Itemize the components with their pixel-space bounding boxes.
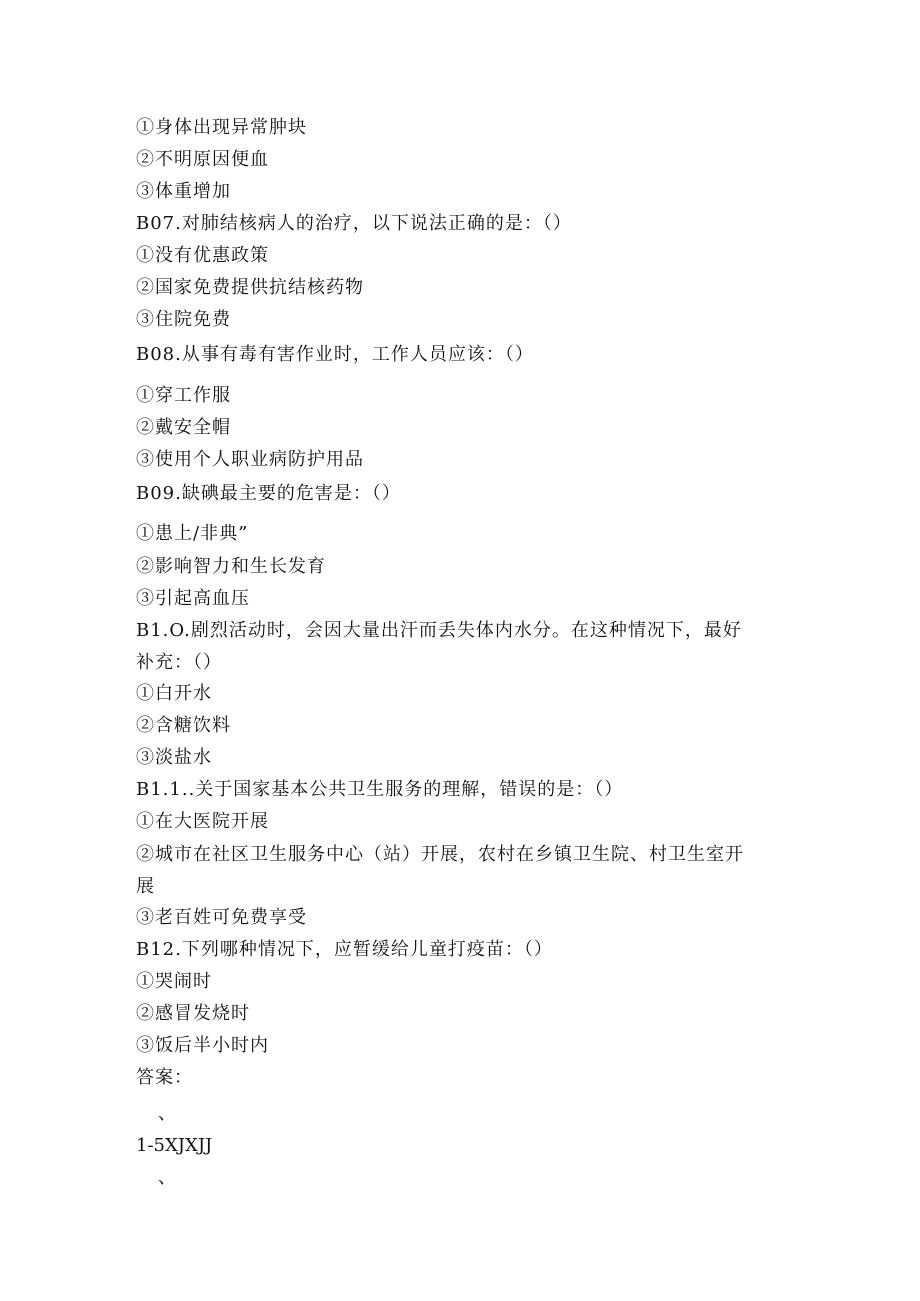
option-line: ③淡盐水	[136, 747, 212, 768]
option-line: ①在大医院开展	[136, 811, 269, 832]
question-b09: B09.缺碘最主要的危害是：（）	[136, 483, 401, 504]
question-b10: B1.O.剧烈活动时，会因大量出汗而丢失体内水分。在这种情况下，最好	[136, 620, 742, 641]
question-b08: B08.从事有毒有害作业时，工作人员应该：（）	[136, 344, 534, 365]
option-line: ②感冒发烧时	[136, 1003, 250, 1024]
option-line: ①身体出现异常肿块	[136, 117, 307, 138]
option-line: ②城市在社区卫生服务中心（站）开展，农村在乡镇卫生院、村卫生室开	[136, 844, 744, 865]
answer-mark: 、	[158, 1103, 176, 1124]
option-line: ③引起高血压	[136, 588, 250, 609]
option-line: ②含糖饮料	[136, 715, 231, 736]
option-line: ①白开水	[136, 683, 212, 704]
option-line: ③体重增加	[136, 181, 231, 202]
question-b10-cont: 补充：（）	[136, 652, 222, 673]
option-line: ③住院免费	[136, 309, 231, 330]
option-line: ②戴安全帽	[136, 417, 231, 438]
question-b12: B12.下列哪种情况下，应暂缓给儿童打疫苗：（）	[136, 939, 553, 960]
answer-label: 答案：	[136, 1067, 193, 1088]
option-line: ②影响智力和生长发育	[136, 556, 326, 577]
option-line: ③饭后半小时内	[136, 1035, 269, 1056]
question-b07: B07.对肺结核病人的治疗，以下说法正确的是：（）	[136, 213, 572, 234]
option-line: ①患上/非典”	[136, 523, 249, 544]
answer-line: 1-5XJXJJ	[136, 1135, 213, 1156]
option-line-cont: 展	[136, 876, 155, 897]
option-line: ①哭闹时	[136, 971, 212, 992]
option-line: ②不明原因便血	[136, 149, 269, 170]
question-b11: B1.1..关于国家基本公共卫生服务的理解，错误的是：（）	[136, 779, 624, 800]
option-line: ①穿工作服	[136, 385, 231, 406]
option-line: ③老百姓可免费享受	[136, 907, 307, 928]
option-line: ②国家免费提供抗结核药物	[136, 277, 364, 298]
option-line: ③使用个人职业病防护用品	[136, 449, 364, 470]
option-line: ①没有优惠政策	[136, 245, 269, 266]
answer-mark: 、	[158, 1167, 176, 1188]
